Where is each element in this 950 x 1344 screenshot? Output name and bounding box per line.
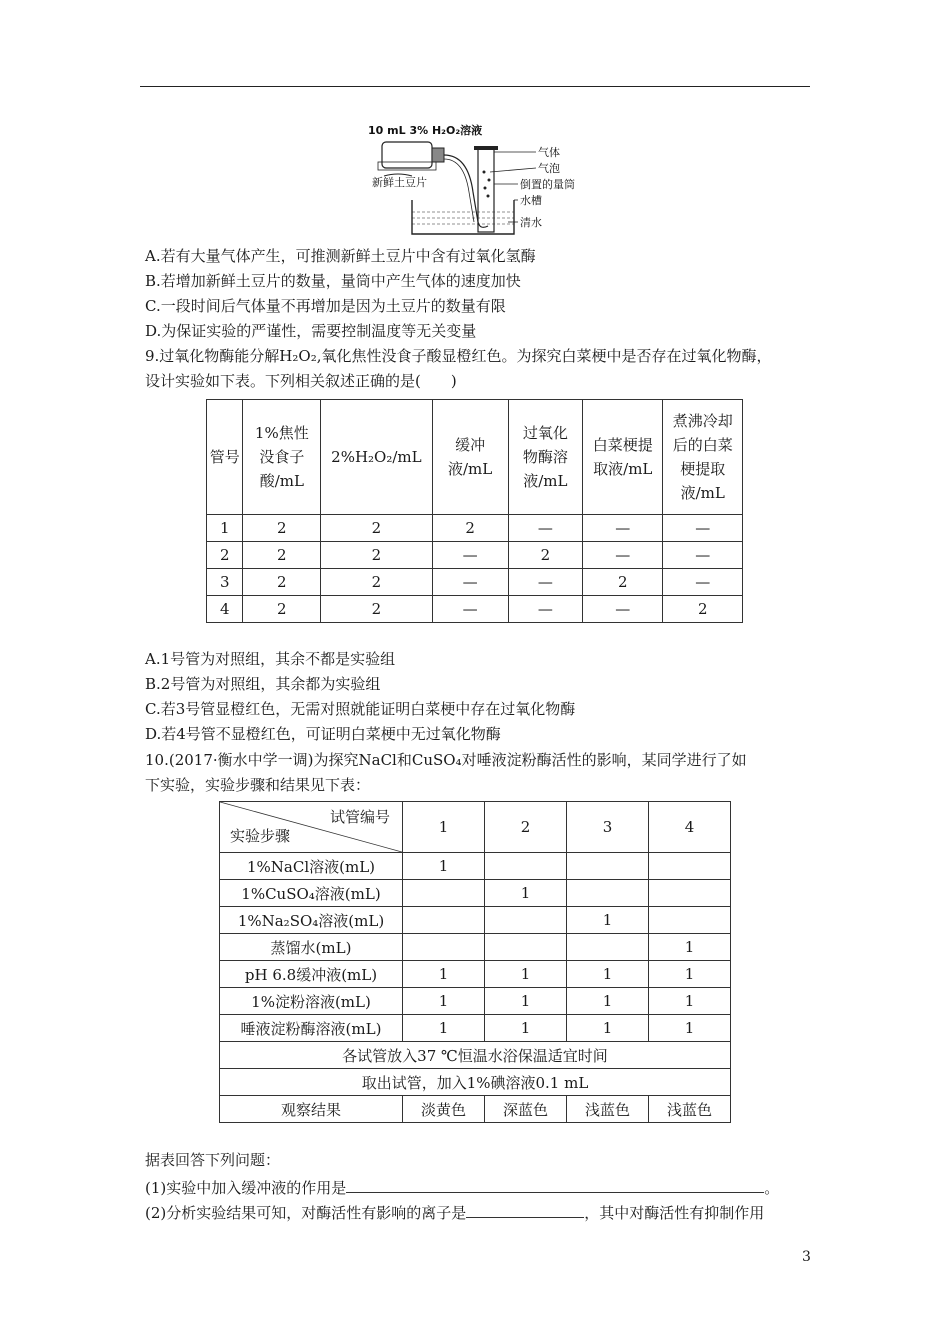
q10-stem-line1: 10.(2017·衡水中学一调)为探究NaCl和CuSO₄对唾液淀粉酶活性的影响，某同学进行了如: [145, 751, 747, 769]
sub-question-1: [145, 1176, 779, 1198]
row-label: 蒸馏水(mL): [220, 934, 403, 961]
label-trough: 水槽: [520, 194, 542, 207]
q9-stem-line2: 设计实验如下表。下列相关叙述正确的是( ): [145, 372, 457, 390]
diagonal-header-cell: [220, 802, 403, 853]
table-cell: 1: [485, 880, 567, 907]
table-row: [220, 907, 731, 934]
sub2-text: (2)分析实验结果可知，对酶活性有影响的离子是: [145, 1204, 467, 1222]
q9-header-row: [207, 400, 743, 515]
step-incubate: 各试管放入37 ℃恒温水浴保温适宜时间: [220, 1042, 731, 1069]
row-label: 唾液淀粉酶溶液(mL): [220, 1015, 403, 1042]
corner-top-label: 试管编号: [329, 808, 390, 826]
header-rule: [140, 86, 810, 87]
tube-number: 1: [403, 802, 485, 853]
table-cell: 1: [485, 1015, 567, 1042]
table-cell: [649, 907, 731, 934]
table-cell: 1: [649, 1015, 731, 1042]
table-cell: —: [508, 596, 583, 623]
q9-header-cell: 2%H₂O₂/mL: [321, 400, 432, 515]
table-cell: 2: [207, 542, 243, 569]
table-cell: [567, 934, 649, 961]
table-row: [220, 961, 731, 988]
q9-stem-line1: 9.过氧化物酶能分解H₂O₂,氧化焦性没食子酸显橙红色。为探究白菜梗中是否存在过氧化物酶，: [145, 347, 772, 365]
row-label: 1%淀粉溶液(mL): [220, 988, 403, 1015]
table-cell: 1: [567, 1015, 649, 1042]
table-row: [220, 1042, 731, 1069]
result-cell: 浅蓝色: [649, 1096, 731, 1123]
tube-number: 2: [485, 802, 567, 853]
table-cell: —: [583, 542, 663, 569]
q9-option-b: B.2号管为对照组，其余都为实验组: [145, 675, 381, 693]
label-gas: 气体: [538, 146, 560, 159]
q9-header-cell: 过氧化物酶溶液/mL: [508, 400, 583, 515]
table-cell: —: [583, 515, 663, 542]
row-label: 1%NaCl溶液(mL): [220, 853, 403, 880]
row-label: 1%CuSO₄溶液(mL): [220, 880, 403, 907]
label-cylinder: 倒置的量筒: [520, 178, 575, 191]
table-cell: 1: [403, 1015, 485, 1042]
table-cell: [649, 853, 731, 880]
table-cell: 1: [403, 988, 485, 1015]
q8-option-b: B.若增加新鲜土豆片的数量，量筒中产生气体的速度加快: [145, 272, 521, 290]
step-iodine: 取出试管，加入1%碘溶液0.1 mL: [220, 1069, 731, 1096]
table-cell: 2: [321, 569, 432, 596]
table-cell: —: [432, 542, 508, 569]
table-row: [220, 1069, 731, 1096]
q9-header-cell: 缓冲液/mL: [432, 400, 508, 515]
sub1-end: 。: [764, 1179, 780, 1197]
apparatus-drawing: [368, 122, 583, 242]
table-cell: 1: [649, 934, 731, 961]
label-water: 清水: [520, 216, 542, 229]
table-cell: 1: [567, 961, 649, 988]
q9-header-cell: 白菜梗提取液/mL: [583, 400, 663, 515]
q10-table: [219, 801, 731, 1123]
table-cell: —: [583, 596, 663, 623]
figure-top-label: 10 mL 3% H₂O₂溶液: [368, 124, 483, 137]
page-number: 3: [802, 1249, 811, 1265]
q9-table: [206, 399, 743, 623]
table-cell: 2: [432, 515, 508, 542]
table-cell: 1: [207, 515, 243, 542]
table-row: [220, 853, 731, 880]
table-cell: —: [508, 569, 583, 596]
table-cell: 1: [649, 961, 731, 988]
table-cell: [403, 934, 485, 961]
row-label: pH 6.8缓冲液(mL): [220, 961, 403, 988]
row-label: 1%Na₂SO₄溶液(mL): [220, 907, 403, 934]
answer-blank-1[interactable]: [346, 1176, 764, 1193]
table-cell: 1: [567, 988, 649, 1015]
table-cell: 1: [649, 988, 731, 1015]
q8-option-c: C.一段时间后气体量不再增加是因为土豆片的数量有限: [145, 297, 506, 315]
result-cell: 浅蓝色: [567, 1096, 649, 1123]
q10-stem-line2: 下实验，实验步骤和结果见下表：: [145, 776, 371, 794]
table-cell: [649, 880, 731, 907]
table-cell: 4: [207, 596, 243, 623]
table-row: [207, 542, 743, 569]
table-cell: 2: [321, 515, 432, 542]
table-cell: 1: [403, 961, 485, 988]
table-cell: 2: [663, 596, 743, 623]
table-cell: 2: [321, 542, 432, 569]
q9-header-cell: 管号: [207, 400, 243, 515]
table-cell: [403, 880, 485, 907]
table-cell: [485, 934, 567, 961]
table-cell: —: [432, 596, 508, 623]
sub1-text: (1)实验中加入缓冲液的作用是: [145, 1179, 347, 1197]
table-row: [207, 596, 743, 623]
corner-bottom-label: 实验步骤: [230, 827, 291, 845]
q9-header-cell: 1%焦性没食子酸/mL: [243, 400, 321, 515]
answer-intro: 据表回答下列问题：: [145, 1151, 281, 1169]
table-cell: [403, 907, 485, 934]
table-cell: 1: [485, 988, 567, 1015]
table-cell: —: [663, 515, 743, 542]
table-row: [220, 934, 731, 961]
table-row: [207, 515, 743, 542]
q10-header-row: [220, 802, 731, 853]
label-bubbles: 气泡: [538, 162, 560, 175]
q9-option-c: C.若3号管显橙红色，无需对照就能证明白菜梗中存在过氧化物酶: [145, 700, 576, 718]
result-label: 观察结果: [220, 1096, 403, 1123]
experiment-apparatus-figure: [368, 122, 583, 242]
result-cell: 深蓝色: [485, 1096, 567, 1123]
table-cell: 2: [243, 542, 321, 569]
table-cell: 2: [583, 569, 663, 596]
q9-option-a: A.1号管为对照组，其余不都是实验组: [145, 650, 396, 668]
table-cell: 2: [243, 569, 321, 596]
table-cell: 2: [321, 596, 432, 623]
table-cell: 3: [207, 569, 243, 596]
sub-question-2: [145, 1201, 764, 1223]
table-cell: —: [508, 515, 583, 542]
answer-blank-2[interactable]: [466, 1201, 584, 1218]
q9-header-cell: 煮沸冷却后的白菜梗提取液/mL: [663, 400, 743, 515]
table-cell: —: [432, 569, 508, 596]
table-cell: —: [663, 542, 743, 569]
table-cell: [567, 880, 649, 907]
sub2-tail: ，其中对酶活性有抑制作用: [584, 1204, 765, 1222]
q8-option-d: D.为保证实验的严谨性，需要控制温度等无关变量: [145, 322, 477, 340]
table-row: [220, 988, 731, 1015]
table-cell: —: [663, 569, 743, 596]
table-cell: [567, 853, 649, 880]
table-cell: 2: [508, 542, 583, 569]
table-row: [220, 1096, 731, 1123]
q9-option-d: D.若4号管不显橙红色，可证明白菜梗中无过氧化物酶: [145, 725, 501, 743]
label-potato: 新鲜土豆片: [372, 176, 427, 189]
table-cell: [485, 853, 567, 880]
table-cell: 1: [403, 853, 485, 880]
tube-number: 3: [567, 802, 649, 853]
table-row: [220, 1015, 731, 1042]
table-cell: 1: [485, 961, 567, 988]
tube-number: 4: [649, 802, 731, 853]
table-cell: [485, 907, 567, 934]
table-row: [220, 880, 731, 907]
result-cell: 淡黄色: [403, 1096, 485, 1123]
table-cell: 2: [243, 596, 321, 623]
table-cell: 1: [567, 907, 649, 934]
table-row: [207, 569, 743, 596]
q8-option-a: A.若有大量气体产生，可推测新鲜土豆片中含有过氧化氢酶: [145, 247, 536, 265]
table-cell: 2: [243, 515, 321, 542]
